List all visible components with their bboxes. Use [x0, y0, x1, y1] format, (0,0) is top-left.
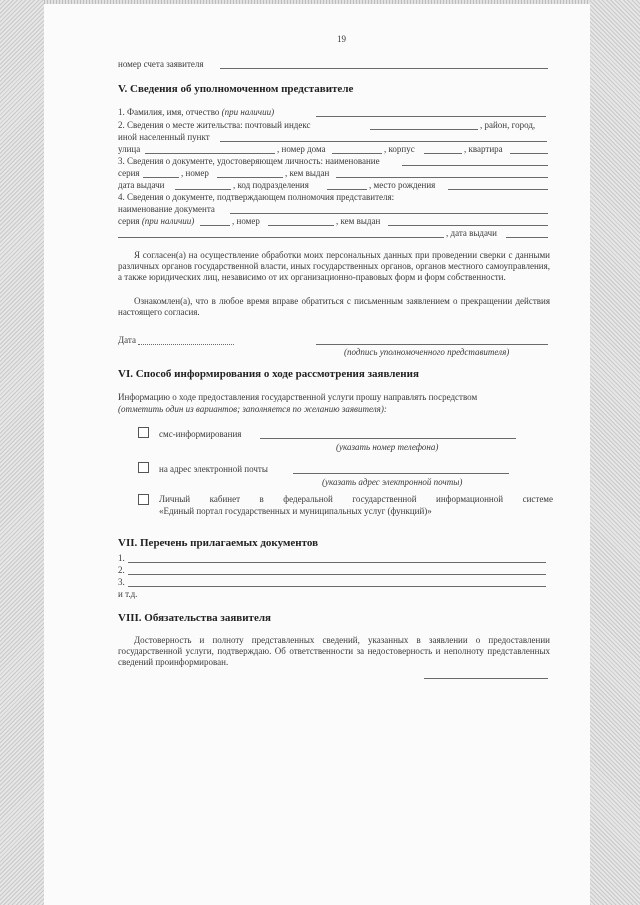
portal-checkbox[interactable] — [138, 494, 149, 505]
section-8-title: VIII. Обязательства заявителя — [118, 612, 271, 624]
naim-field[interactable] — [230, 213, 548, 214]
postal-index-field[interactable] — [370, 129, 478, 130]
nomer2-label: , номер — [232, 216, 260, 226]
data-vydachi2-field[interactable] — [506, 237, 548, 238]
data-vydachi2-label: , дата выдачи — [446, 228, 497, 238]
doc-item-3: 3. — [118, 577, 125, 587]
doc-name-field[interactable] — [402, 165, 548, 166]
page-number: 19 — [337, 34, 346, 44]
seria2-note: (при наличии) — [141, 216, 195, 226]
house-field[interactable] — [332, 153, 382, 154]
f2-district: , район, город, — [480, 120, 536, 130]
scan-border-right — [590, 0, 640, 905]
kem-vydan2-field[interactable] — [388, 225, 548, 226]
nomer-label: , номер — [181, 168, 209, 178]
doc-items-more: и т.д. — [118, 589, 138, 599]
naim-label: наименование документа — [118, 204, 215, 214]
doc-item-1: 1. — [118, 553, 125, 563]
f1-label: 1. Фамилия, имя, отчество — [118, 107, 220, 117]
consent-paragraph: Я согласен(а) на осуществление обработки моих персональных данных при проведении сверки с данными различных органов государственной власти, иных государственных органов, органов местного самоуправления, а также юридических лиц, независимо от их организационно-правовых форм и форм собственности. — [118, 250, 550, 282]
email-field[interactable] — [293, 473, 509, 474]
kod-label: , код подразделения — [233, 180, 309, 190]
street-field[interactable] — [145, 153, 275, 154]
locality-field[interactable] — [220, 141, 547, 142]
informed-paragraph: Ознакомлен(а), что в любое время вправе обратиться с письменным заявлением о прекращении действия настоящего согласия. — [118, 296, 550, 317]
section-6-intro: Информацию о ходе предоставления государственной услуги прошу направлять посредством — [118, 392, 478, 402]
signature-caption: (подпись уполномоченного представителя) — [344, 347, 510, 357]
korpus-label: , корпус — [384, 144, 415, 154]
email-checkbox[interactable] — [138, 462, 149, 473]
doc-item-2: 2. — [118, 565, 125, 575]
f3-label: 3. Сведения о документе, удостоверяющем личность: наименование — [118, 156, 380, 166]
section-6-note: (отметить один из вариантов; заполняется по желанию заявителя): — [118, 404, 387, 414]
fio-field[interactable] — [316, 116, 546, 117]
korpus-field[interactable] — [424, 153, 462, 154]
email-label: на адрес электронной почты — [159, 464, 268, 474]
date-label: Дата — [118, 335, 136, 345]
portal-label-line1: Личный кабинет в федеральной государственной информационной системе — [159, 494, 553, 504]
kem-vydan2-cont-field[interactable] — [118, 237, 444, 238]
nomer-field[interactable] — [217, 177, 283, 178]
f1-note: (при наличии) — [221, 107, 275, 117]
email-caption: (указать адрес электронной почты) — [322, 477, 463, 487]
mesto-label: , место рождения — [369, 180, 436, 190]
kod-field[interactable] — [327, 189, 367, 190]
seria-label: серия — [118, 168, 140, 178]
f4-label: 4. Сведения о документе, подтверждающем полномочия представителя: — [118, 192, 395, 202]
kem-vydan-field[interactable] — [336, 177, 548, 178]
section-6-title: VI. Способ информирования о ходе рассмотрения заявления — [118, 368, 419, 380]
mesto-field[interactable] — [448, 189, 548, 190]
f2-locality: иной населенный пункт — [118, 132, 210, 142]
section-5-title: V. Сведения об уполномоченном представителе — [118, 83, 354, 95]
street-label: улица — [118, 144, 141, 154]
doc-item-1-field[interactable] — [128, 562, 546, 563]
data-vydachi-field[interactable] — [175, 189, 231, 190]
kem-vydan-label: , кем выдан — [285, 168, 330, 178]
nomer2-field[interactable] — [268, 225, 334, 226]
seria2-label: серия — [118, 216, 140, 226]
phone-caption: (указать номер телефона) — [336, 442, 439, 452]
document-page — [44, 4, 590, 905]
date-field[interactable] — [138, 344, 234, 345]
signature-field[interactable] — [316, 344, 548, 345]
data-vydachi-label: дата выдачи — [118, 180, 165, 190]
doc-item-3-field[interactable] — [128, 586, 546, 587]
section-7-title: VII. Перечень прилагаемых документов — [118, 537, 319, 549]
scan-border-left — [0, 0, 44, 905]
kem-vydan2-label: , кем выдан — [336, 216, 381, 226]
account-label: номер счета заявителя — [118, 59, 204, 69]
house-label: , номер дома — [277, 144, 326, 154]
portal-label-line2: «Единый портал государственных и муниципальных услуг (функций)» — [159, 506, 432, 516]
obligations-signature-field[interactable] — [424, 678, 548, 679]
account-field[interactable] — [220, 68, 548, 69]
sms-label: смс-информирования — [159, 429, 242, 439]
seria2-field[interactable] — [200, 225, 230, 226]
kvartira-field[interactable] — [510, 153, 548, 154]
kvartira-label: , квартира — [464, 144, 503, 154]
doc-item-2-field[interactable] — [128, 574, 546, 575]
phone-field[interactable] — [260, 438, 516, 439]
obligations-paragraph: Достоверность и полноту представленных сведений, указанных в заявлении о предоставлении государственной услуги, подтверждаю. Об ответственности за недостоверность и неполноту представленных сведений проинформирован. — [118, 635, 550, 667]
seria-field[interactable] — [143, 177, 179, 178]
f2-label: 2. Сведения о месте жительства: почтовый индекс — [118, 120, 311, 130]
sms-checkbox[interactable] — [138, 427, 149, 438]
